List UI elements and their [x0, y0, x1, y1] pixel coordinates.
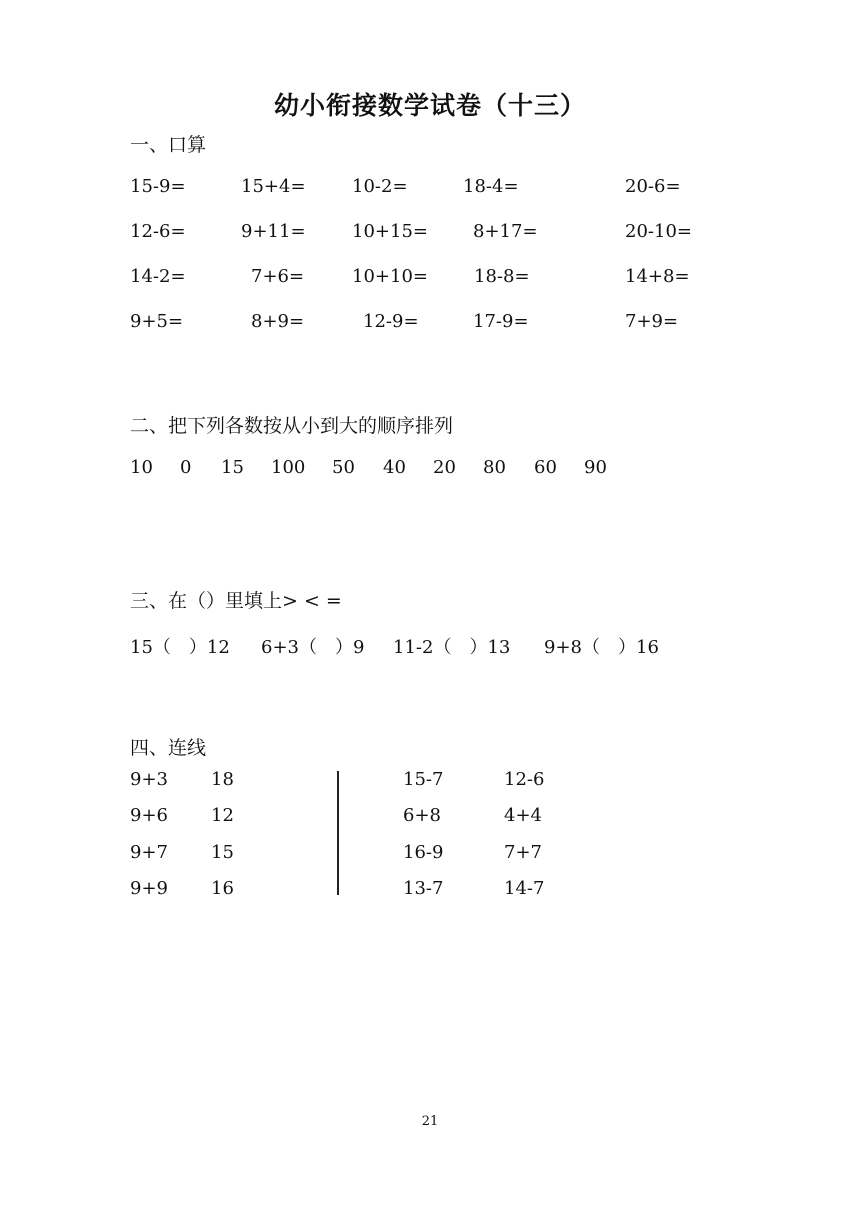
problem: 14+8=: [625, 266, 690, 287]
problem: 12-6=: [130, 221, 186, 242]
problem: 7+9=: [625, 311, 679, 332]
match-right-answer: 12-6: [504, 769, 545, 790]
page-title: 幼小衔接数学试卷（十三）: [273, 91, 586, 120]
number-item: 50: [332, 457, 355, 478]
problem: 20-10=: [625, 221, 692, 242]
number-item: 0: [180, 457, 192, 478]
match-left-expression: 9+7: [130, 842, 168, 863]
section-2-heading: 二、把下列各数按从小到大的顺序排列: [130, 415, 454, 437]
divider-line: [337, 771, 339, 895]
compare-item: 11-2（ ）13: [393, 637, 511, 658]
number-item: 20: [433, 457, 456, 478]
number-item: 40: [383, 457, 406, 478]
number-item: 80: [483, 457, 506, 478]
problem: 18-8=: [474, 266, 530, 287]
match-right-expression: 15-7: [403, 769, 444, 790]
match-left-answer: 12: [211, 805, 234, 826]
match-right-expression: 6+8: [403, 805, 441, 826]
match-right-answer: 14-7: [504, 878, 545, 899]
match-left-expression: 9+6: [130, 805, 168, 826]
problem: 10+15=: [352, 221, 428, 242]
problem: 10+10=: [352, 266, 428, 287]
match-left-answer: 18: [211, 769, 234, 790]
number-item: 100: [271, 457, 306, 478]
problem: 15-9=: [130, 176, 186, 197]
problem: 12-9=: [363, 311, 419, 332]
problem: 9+11=: [241, 221, 306, 242]
match-right-expression: 16-9: [403, 842, 444, 863]
number-item: 90: [584, 457, 607, 478]
match-right-expression: 13-7: [403, 878, 444, 899]
match-left-answer: 16: [211, 878, 234, 899]
problem: 14-2=: [130, 266, 186, 287]
problem: 9+5=: [130, 311, 184, 332]
section-3-heading: 三、在（）里填上> < =: [130, 590, 342, 612]
match-right-answer: 7+7: [504, 842, 542, 863]
problem: 8+9=: [251, 311, 305, 332]
section-1-heading: 一、口算: [130, 134, 207, 156]
number-item: 10: [130, 457, 153, 478]
problem: 15+4=: [241, 176, 306, 197]
match-left-answer: 15: [211, 842, 234, 863]
problem: 20-6=: [625, 176, 681, 197]
match-left-expression: 9+3: [130, 769, 168, 790]
problem: 10-2=: [352, 176, 408, 197]
section-4-heading: 四、连线: [130, 737, 207, 759]
compare-item: 15（ ）12: [130, 637, 230, 658]
number-item: 15: [221, 457, 244, 478]
problem: 17-9=: [473, 311, 529, 332]
match-right-answer: 4+4: [504, 805, 542, 826]
compare-item: 6+3（ ）9: [261, 637, 365, 658]
number-item: 60: [534, 457, 557, 478]
match-left-expression: 9+9: [130, 878, 168, 899]
compare-item: 9+8（ ）16: [544, 637, 659, 658]
page-number: 21: [421, 1114, 439, 1129]
problem: 7+6=: [251, 266, 305, 287]
problem: 8+17=: [473, 221, 538, 242]
problem: 18-4=: [463, 176, 519, 197]
